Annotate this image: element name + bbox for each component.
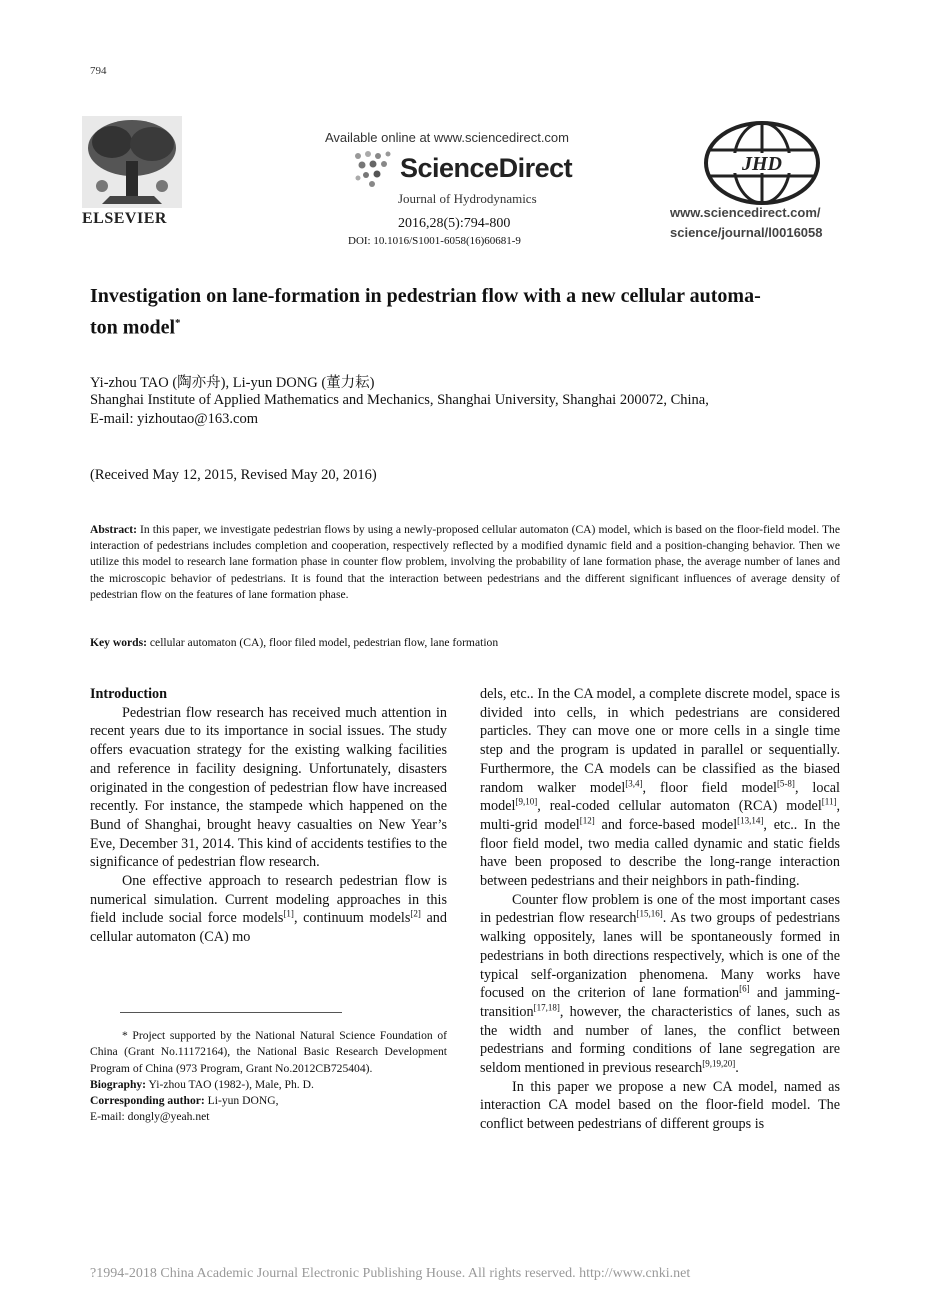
biography-text: Yi-zhou TAO (1982-), Male, Ph. D.	[146, 1077, 314, 1091]
copyright-footer: ?1994-2018 China Academic Journal Electronic Publishing House. All rights reserved. http://www.cnki.net	[90, 1266, 691, 1281]
intro-text: and force-based model	[594, 816, 738, 833]
citation-ref[interactable]: [17,18]	[533, 1002, 560, 1013]
intro-text: , continuum models	[293, 910, 411, 927]
abstract-text: In this paper, we investigate pedestrian flows by using a newly-proposed cellular automaton (CA) model, which is based on the floor-field model. The interaction of pedestrians includes completion and cooperation, respectively reflected by a modified dynamic field and a position-changing behavior. Then we utilize this model to research lane formation phase in counter flow problem, involving the probability of lane formation phase, the average number of lanes and the microscopic behavior of pedestrians. It is found that the interaction between pedestrians and the different significant influences of average density of pedestrian flow on the features of lane formation phase.	[90, 523, 840, 601]
footnote-biography	[90, 1077, 447, 1093]
citation-ref[interactable]: [5-8]	[776, 777, 795, 788]
intro-text: , however, the characteristics of lanes, such as the width and number of lanes, the conflict between pedestrians and forming conditions of lane segregation are seldom mentioned in previous research	[480, 1003, 840, 1077]
footnote-project: * Project supported by the National Natural Science Foundation of China (Grant No.11172164), the National Basic Research Development Program of China (973 Program, Grant No.2012CB725404).	[90, 1029, 447, 1075]
citation-ref[interactable]: [9,10]	[515, 796, 538, 807]
corresponding-label: Corresponding author:	[90, 1094, 205, 1108]
biography-label: Biography:	[90, 1077, 147, 1091]
abstract-label: Abstract:	[90, 523, 138, 536]
journal-url-line1[interactable]: www.sciencedirect.com/	[670, 205, 821, 220]
intro-paragraph-2-cont	[480, 685, 840, 891]
intro-text: , local model	[480, 779, 840, 815]
intro-text: and jamming-transition	[480, 985, 840, 1020]
keywords-label: Key words:	[90, 636, 147, 649]
publisher-name: ELSEVIER	[82, 210, 167, 227]
jhd-logo-text: JHD	[742, 153, 782, 175]
title-line1: Investigation on lane-formation in pedestrian flow with a new cellular automa-	[90, 285, 761, 307]
footnote-corresponding	[90, 1093, 447, 1109]
intro-text: One effective approach to research pedestrian flow is numerical simulation. Current modeling approaches in this field include social force models	[90, 873, 447, 927]
volume-info: 2016,28(5):794-800	[398, 216, 511, 231]
intro-text: , multi-grid model	[480, 798, 840, 833]
citation-ref[interactable]: [3,4]	[625, 777, 643, 788]
received-dates: (Received May 12, 2015, Revised May 20, 2016)	[90, 467, 377, 483]
intro-text: Counter flow problem is one of the most important cases in pedestrian flow research	[480, 891, 840, 927]
title-line2: ton model	[90, 316, 175, 339]
authors: Yi-zhou TAO (陶亦舟), Li-yun DONG (董力耘)	[90, 375, 375, 391]
footnote-email: E-mail: dongly@yeah.net	[90, 1110, 210, 1124]
sciencedirect-brand: ScienceDirect	[400, 153, 573, 183]
intro-paragraph-1: Pedestrian flow research has received much attention in recent years due to its importance in social issues. The study offers evacuation strategy for the existing walking facilities and reference in facility designing. Unfortunately, disasters originated in the congestion of pedestrian flow have increased recently. For instance, the stampede which happened on the Bund of Shanghai, brought heavy casualties on New Year’s Eve, December 31, 2014. This kind of accidents testifies to the significance of pedestrian flow research.	[90, 704, 447, 871]
citation-ref[interactable]: [12]	[579, 815, 595, 826]
intro-text: and cellular automaton (CA) mo	[90, 910, 447, 946]
jhd-globe-logo	[702, 120, 822, 206]
available-online: Available online at www.sciencedirect.com	[325, 130, 569, 145]
section-heading-introduction: Introduction	[90, 686, 167, 702]
journal-url-line2[interactable]: science/journal/l0016058	[670, 225, 823, 240]
intro-text: . As two groups of pedestrians walking oppositely, lanes will be spontaneously formed in pedestrians in both directions respectively, which is one of the typical self-organization phenomena. Many works have focused on the criterion of lane formation	[480, 910, 840, 1002]
right-column	[480, 685, 840, 1134]
footnote-rule	[120, 1012, 342, 1013]
citation-ref[interactable]: [9,19,20]	[702, 1058, 736, 1069]
page-number: 794	[90, 65, 107, 77]
intro-text: .	[735, 1060, 739, 1077]
intro-text: , floor field model	[642, 779, 777, 796]
doi: DOI: 10.1016/S1001-6058(16)60681-9	[348, 235, 521, 247]
title-footnote-mark: *	[175, 317, 181, 329]
keywords	[90, 636, 840, 649]
citation-ref[interactable]: [6]	[739, 983, 750, 994]
citation-ref[interactable]: [11]	[821, 796, 837, 807]
intro-text: , real-coded cellular automaton (RCA) model	[537, 798, 822, 815]
footnotes	[90, 1028, 447, 1126]
paper-title	[90, 283, 850, 342]
author-email: E-mail: yizhoutao@163.com	[90, 411, 258, 427]
intro-text: , etc.. In the floor field model, two media called dynamic and static fields have been proposed to describe the long-range interaction between pedestrians and their neighbors in path-finding.	[480, 816, 841, 890]
intro-paragraph-3	[480, 891, 840, 1078]
corresponding-text: Li-yun DONG,	[204, 1094, 279, 1108]
citation-ref[interactable]: [1]	[283, 908, 294, 919]
abstract	[90, 522, 840, 603]
affiliation: Shanghai Institute of Applied Mathematics and Mechanics, Shanghai University, Shanghai 200072, China,	[90, 392, 709, 408]
citation-ref[interactable]: [13,14]	[737, 815, 764, 826]
intro-paragraph-4: In this paper we propose a new CA model, named as interaction CA model based on the floor-field model. The conflict between pedestrians of different groups is	[480, 1078, 840, 1133]
intro-text: dels, etc.. In the CA model, a complete discrete model, space is divided into cells, in which pedestrians are considered particles. They can move one or more cells in a single time step and the program is updated in parallel or sequentially. Furthermore, the CA models can be classified as the biased random walker model	[480, 686, 840, 796]
keywords-text: cellular automaton (CA), floor filed model, pedestrian flow, lane formation	[147, 636, 499, 649]
left-column	[90, 685, 447, 947]
journal-name: Journal of Hydrodynamics	[398, 191, 537, 206]
citation-ref[interactable]: [2]	[410, 908, 421, 919]
intro-paragraph-2-start	[90, 872, 447, 947]
citation-ref[interactable]: [15,16]	[636, 908, 663, 919]
